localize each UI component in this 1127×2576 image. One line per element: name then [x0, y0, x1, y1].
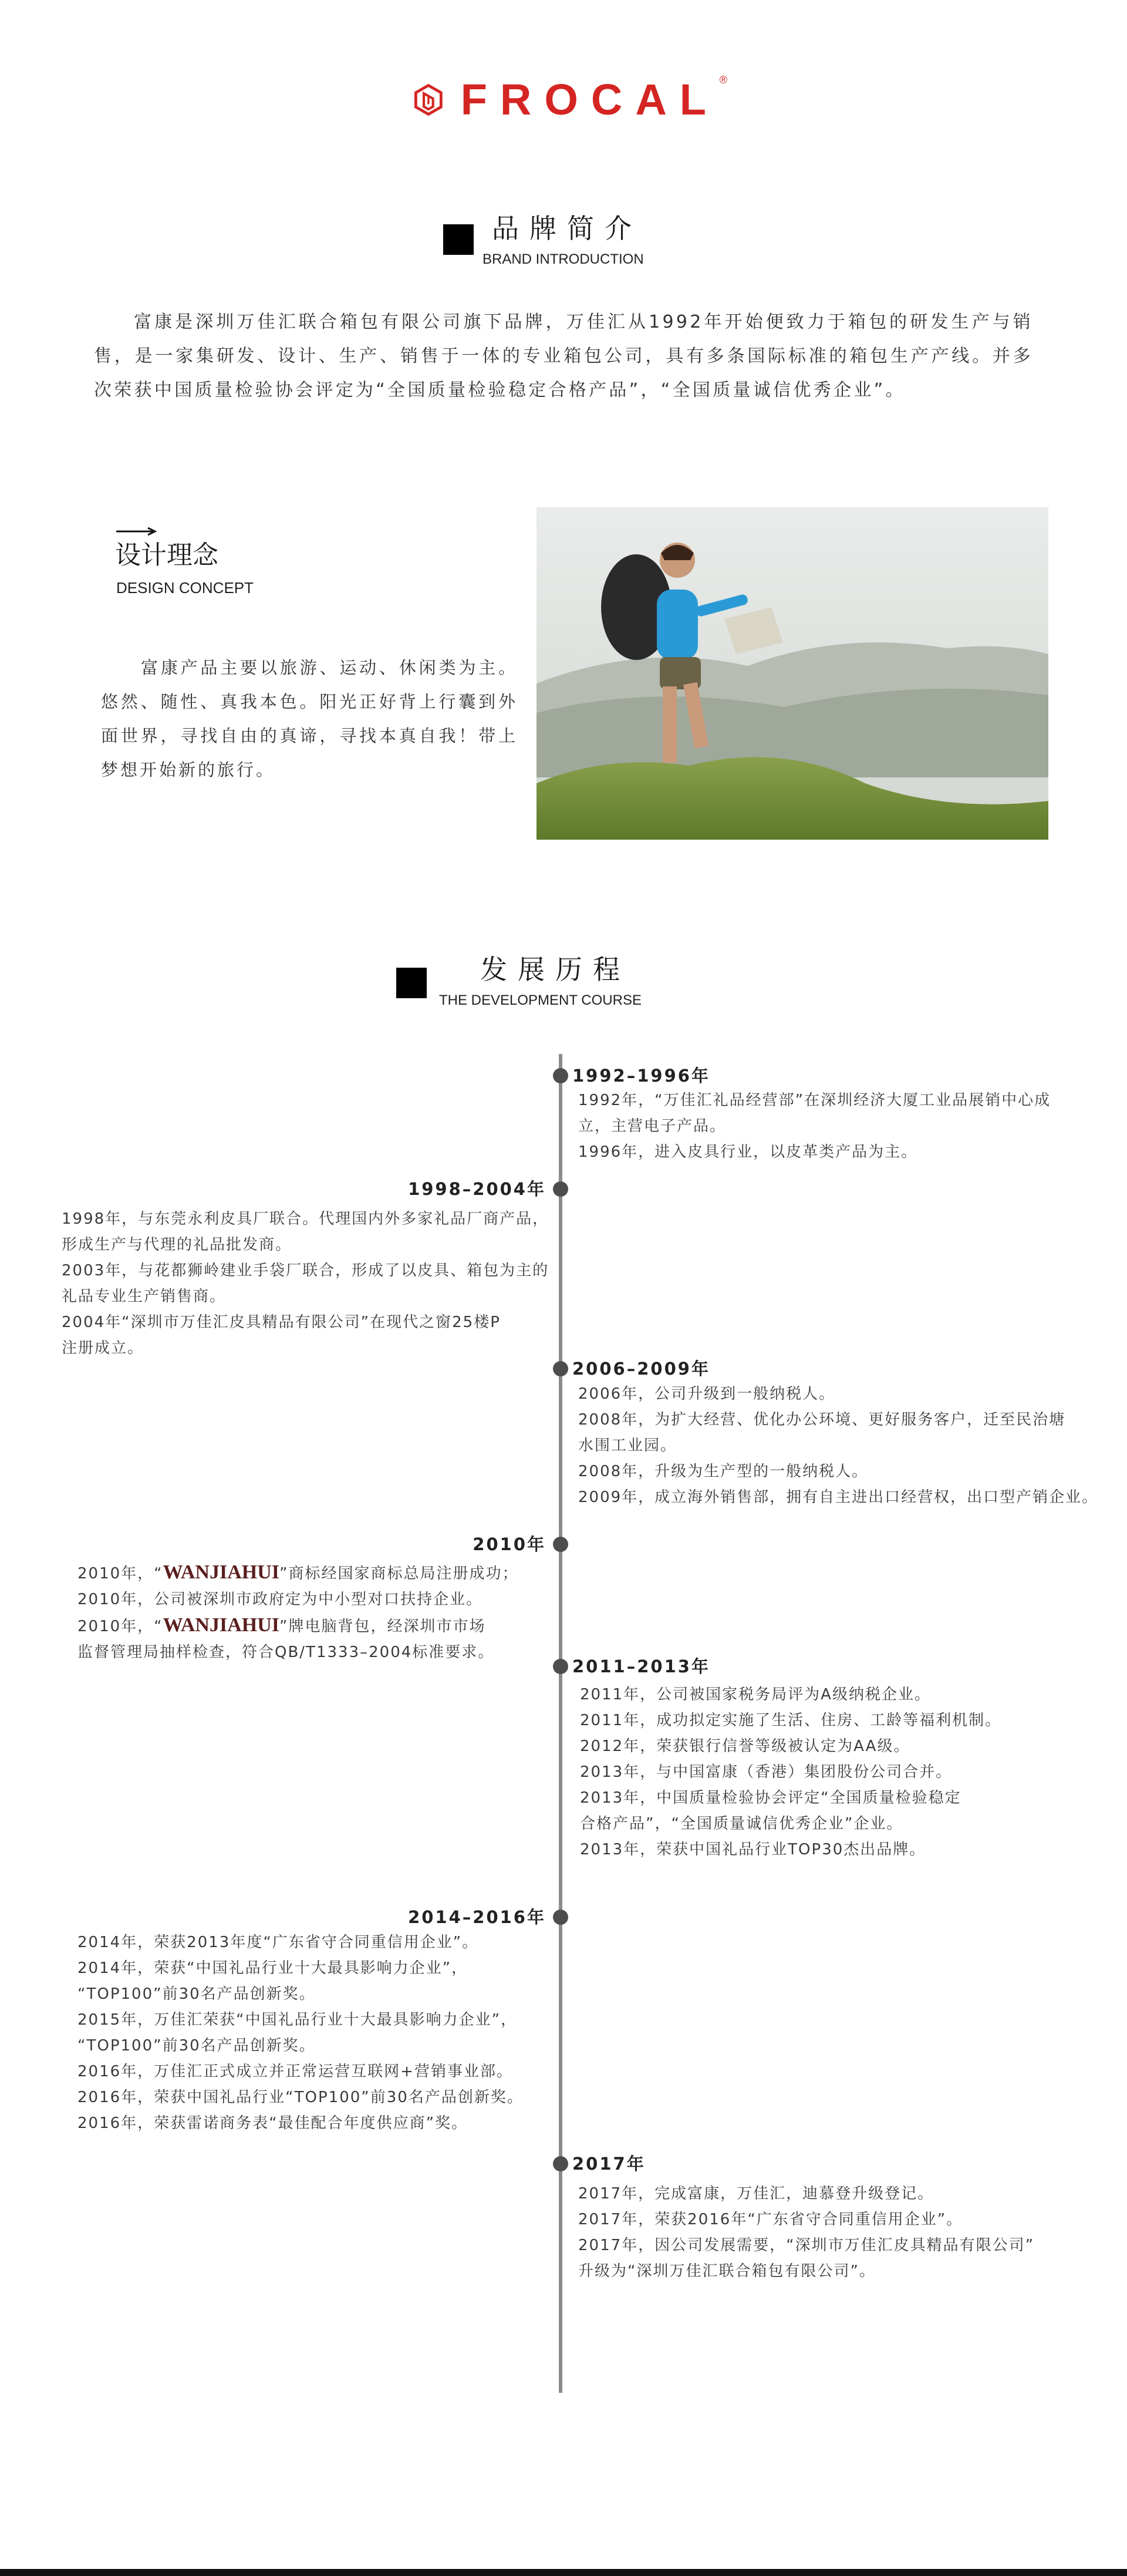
wanjiahui-brand-mark: WANJIAHUI — [163, 1561, 279, 1583]
timeline-entries — [77, 1930, 559, 2136]
timeline-entries — [578, 2181, 1106, 2284]
design-concept-title-cn: 设计理念 — [115, 540, 218, 570]
timeline-dot — [553, 1910, 568, 1925]
timeline-entry: 2017年，荣获2016年“广东省守合同重信用企业”。 — [578, 2211, 963, 2228]
timeline-year: 2010年 — [473, 1534, 546, 1554]
timeline-entry: 2012年，荣获银行信誉等级被认定为AA级。 — [580, 1737, 910, 1755]
timeline-entries — [77, 1560, 547, 1665]
timeline-entry: 2013年，荣获中国礼品行业TOP30杰出品牌。 — [580, 1841, 926, 1858]
timeline-dot — [553, 1068, 568, 1083]
timeline-entry: 2009年，成立海外销售部，拥有自主进出口经营权，出口型产销企业。 — [578, 1489, 1099, 1506]
timeline-year: 1998–2004年 — [408, 1179, 546, 1199]
timeline-entry: 2010年，“WANJIAHUI”商标经国家商标总局注册成功； — [77, 1561, 519, 1583]
timeline-entry: 1992年，“万佳汇礼品经营部”在深圳经济大厦工业品展销中心成 立，主营电子产品。 — [578, 1092, 1051, 1135]
timeline-entries — [62, 1206, 561, 1361]
brand-title-en: BRAND INTRODUCTION — [482, 251, 644, 267]
design-concept-title-en: DESIGN CONCEPT — [116, 579, 254, 597]
design-concept-text: 富康产品主要以旅游、运动、休闲类为主。悠然、随性、真我本色。阳光正好背上行囊到外面世界，寻找自由的真谛，寻找本真自我！带上梦想开始新的旅行。 — [101, 658, 518, 780]
brand-introduction-heading — [443, 214, 701, 272]
footer-bar — [0, 2569, 1127, 2576]
timeline-year: 1992–1996年 — [572, 1066, 710, 1086]
development-course-heading — [396, 951, 748, 1016]
timeline-entry: 2013年，与中国富康（香港）集团股份公司合并。 — [580, 1763, 953, 1781]
heading-square-icon — [396, 968, 427, 998]
timeline-entry: 2006年，公司升级到一般纳税人。 — [578, 1385, 836, 1403]
timeline-dot — [553, 1181, 568, 1197]
timeline-entry: 1998年，与东莞永利皮具厂联合。代理国内外多家礼品厂商产品， 形成生产与代理的礼品批发商。 — [62, 1210, 549, 1254]
heading-square-icon — [443, 224, 474, 255]
timeline-entry: 2010年，“WANJIAHUI”牌电脑背包，经深圳市市场 — [77, 1614, 486, 1636]
timeline-year: 2014–2016年 — [408, 1907, 546, 1927]
wanjiahui-brand-mark: WANJIAHUI — [163, 1614, 279, 1636]
timeline-dot — [553, 1537, 568, 1552]
timeline-entry: 2003年，与花都狮岭建业手袋厂联合，形成了以皮具、箱包为主的 礼品专业生产销售商。 — [62, 1262, 549, 1305]
development-title-cn: 发展历程 — [480, 954, 630, 985]
timeline-entry: 2014年，荣获“中国礼品行业十大最具影响力企业”， “TOP100”前30名产品创新奖。 — [77, 1959, 468, 2003]
timeline-entry: 2016年，荣获中国礼品行业“TOP100”前30名产品创新奖。 — [77, 2089, 524, 2106]
timeline-entry: 监督管理局抽样检查，符合QB/T1333–2004标准要求。 — [77, 1644, 495, 1661]
timeline-entry: 2017年，因公司发展需要，“深圳市万佳汇皮具精品有限公司” 升级为“深圳万佳汇联合箱包有限公司”。 — [578, 2237, 1035, 2280]
frocal-hexagon-logo-icon — [414, 54, 443, 146]
timeline-entry: 2008年，升级为生产型的一般纳税人。 — [578, 1463, 869, 1480]
timeline-year: 2017年 — [572, 2154, 646, 2174]
timeline-year: 2011–2013年 — [572, 1656, 710, 1676]
timeline-dot — [553, 1659, 568, 1674]
timeline-entry: 2013年，中国质量检验协会评定“全国质量检验稳定 合格产品”，“全国质量诚信优秀企业”企业。 — [580, 1789, 961, 1833]
timeline-dot — [553, 2156, 568, 2171]
timeline-entries — [580, 1682, 1096, 1863]
timeline-entries — [578, 1381, 1118, 1510]
brand-introduction-text: 富康是深圳万佳汇联合箱包有限公司旗下品牌，万佳汇从1992年开始便致力于箱包的研发生产与销售，是一家集研发、设计、生产、销售于一体的专业箱包公司，具有多条国际标准的箱包生产产线。并多次荣获中国质量检验协会评定为“全国质量检验稳定合格产品”，“全国质量诚信优秀企业”。 — [94, 312, 1033, 400]
frocal-logo — [414, 53, 727, 147]
timeline-dot — [553, 1361, 568, 1376]
timeline-entry: 2017年，完成富康，万佳汇，迪慕登升级登记。 — [578, 2185, 934, 2203]
timeline-entry: 1996年，进入皮具行业，以皮革类产品为主。 — [578, 1143, 918, 1161]
timeline-entry: 2014年，荣获2013年度“广东省守合同重信用企业”。 — [77, 1934, 479, 1951]
hiker-photo — [536, 507, 1048, 840]
timeline-entry: 2016年，荣获雷诺商务表“最佳配合年度供应商”奖。 — [77, 2114, 468, 2132]
registered-mark: ® — [719, 74, 727, 86]
timeline-year: 2006–2009年 — [572, 1359, 710, 1379]
timeline-entry: 2008年，为扩大经营、优化办公环境、更好服务客户，迁至民治塘 水围工业园。 — [578, 1411, 1066, 1454]
brand-title-cn: 品牌简介 — [492, 213, 642, 244]
timeline-entry: 2016年，万佳汇正式成立并正常运营互联网+营销事业部。 — [77, 2063, 513, 2080]
arrow-right-icon — [116, 527, 157, 536]
timeline-entry: 2015年，万佳汇荣获“中国礼品行业十大最具影响力企业”， “TOP100”前30名产品创新奖。 — [77, 2011, 518, 2055]
logo-wordmark: FROCAL ® — [460, 74, 727, 124]
timeline-entry: 2004年“深圳市万佳汇皮具精品有限公司”在现代之窗25楼P 注册成立。 — [62, 1314, 501, 1357]
timeline-entry: 2011年，成功拟定实施了生活、住房、工龄等福利机制。 — [580, 1712, 1002, 1729]
timeline-entries — [578, 1087, 1095, 1165]
timeline-entry: 2011年，公司被国家税务局评为A级纳税企业。 — [580, 1686, 931, 1703]
development-title-en: THE DEVELOPMENT COURSE — [439, 992, 642, 1008]
timeline-entry: 2010年，公司被深圳市政府定为中小型对口扶持企业。 — [77, 1591, 483, 1608]
